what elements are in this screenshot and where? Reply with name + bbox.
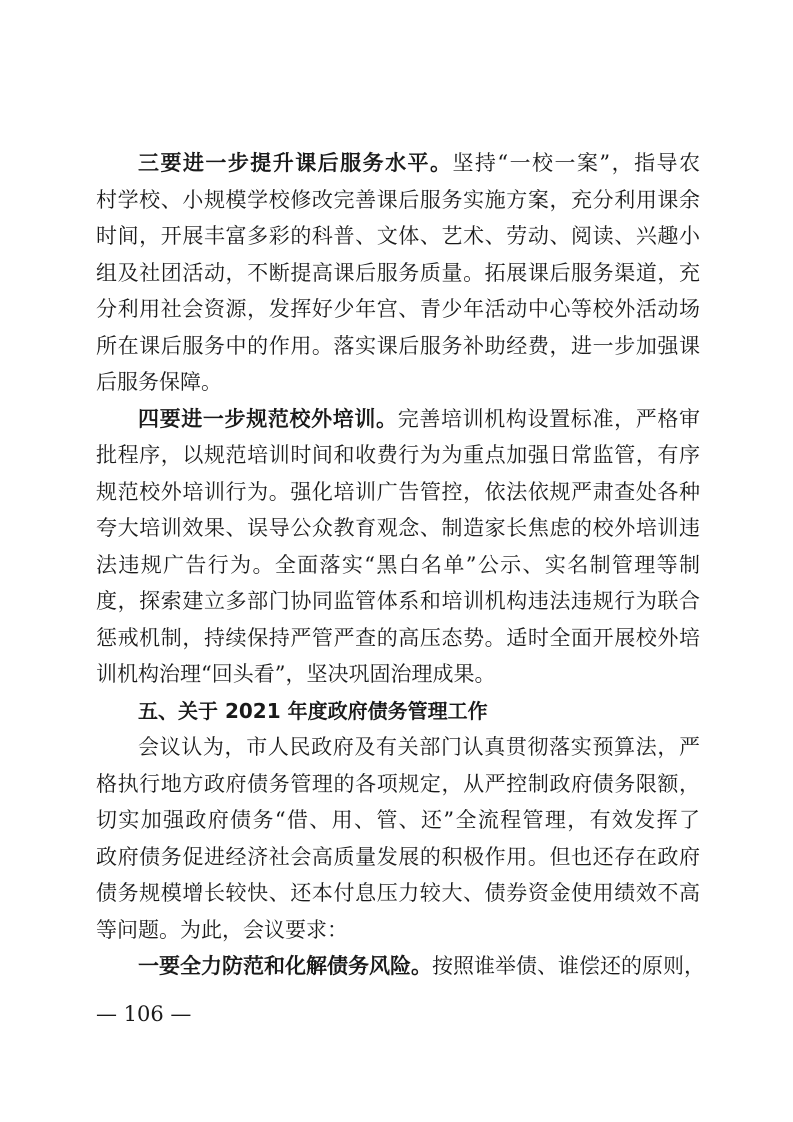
paragraph-3-line-1 [96,145,700,182]
paragraph-5-line-4: 政府债务促进经济社会高质量发展的积极作用。但也还存在政府 [96,844,700,869]
paragraph-4-line-7: 惩戒机制，持续保持严管严查的高压态势。适时全面开展校外培 [96,625,700,650]
paragraph-5-line-3: 切实加强政府债务“借、用、管、还”全流程管理，有效发挥了 [96,808,700,832]
paragraph-4-lead: 四要进一步规范校外培训。 [138,405,398,431]
paragraph-4-line-3: 规范校外培训行为。强化培训广告管控，依法依规严肃查处各种 [96,479,700,504]
paragraph-3-line-5: 分利用社会资源，发挥好少年宫、青少年活动中心等校外活动场 [96,297,700,321]
paragraph-5-line-5: 债务规模增长较快、还本付息压力较大、债券资金使用绩效不高 [96,881,700,905]
paragraph-6-lead: 一要全力防范和化解债务风险。 [138,953,432,978]
section-heading-5: 五、关于 2021 年度政府债务管理工作 [138,698,488,723]
paragraph-5-line-6: 等问题。为此，会议要求： [96,917,348,942]
paragraph-3-line-2: 村学校、小规模学校修改完善课后服务实施方案，充分利用课余 [96,187,700,212]
paragraph-4-line-6: 度，探索建立多部门协同监管体系和培训机构违法违规行为联合 [96,589,700,613]
paragraph-3-line-4: 组及社团活动，不断提高课后服务质量。拓展课后服务渠道，充 [96,260,700,285]
paragraph-3-line-7: 后服务保障。 [96,370,222,394]
paragraph-3-line-3: 时间，开展丰富多彩的科普、文体、艺术、劳动、阅读、兴趣小 [96,224,700,248]
paragraph-6-text: 按照谁举债、谁偿还的原则， [432,954,705,978]
paragraph-4-line-2: 批程序，以规范培训时间和收费行为为重点加强日常监管，有序 [96,443,700,467]
paragraph-4-line-8: 训机构治理“回头看”，坚决巩固治理成果。 [96,662,496,686]
paragraph-4-text: 完善培训机构设置标准，严格审 [397,406,701,431]
paragraph-4-line-1 [96,401,700,438]
paragraph-4-line-5: 法违规广告行为。全面落实“黑白名单”公示、实名制管理等制 [96,552,700,577]
paragraph-3-line-6: 所在课后服务中的作用。落实课后服务补助经费，进一步加强课 [96,333,700,358]
paragraph-5-line-2: 格执行地方政府债务管理的各项规定，从严控制政府债务限额， [96,771,700,796]
paragraph-6-line-1 [96,948,705,985]
body-text [96,145,705,985]
paragraph-5-line-1: 会议认为，市人民政府及有关部门认真贯彻落实预算法，严 [138,735,700,759]
paragraph-3-lead: 三要进一步提升课后服务水平。 [138,150,453,175]
paragraph-4-line-4: 夸大培训效果、误导公众教育观念、制造家长焦虑的校外培训违 [96,516,700,540]
paragraph-3-text: 坚持“一校一案”，指导农 [452,151,700,175]
page-number: — 106 — [96,1002,192,1026]
